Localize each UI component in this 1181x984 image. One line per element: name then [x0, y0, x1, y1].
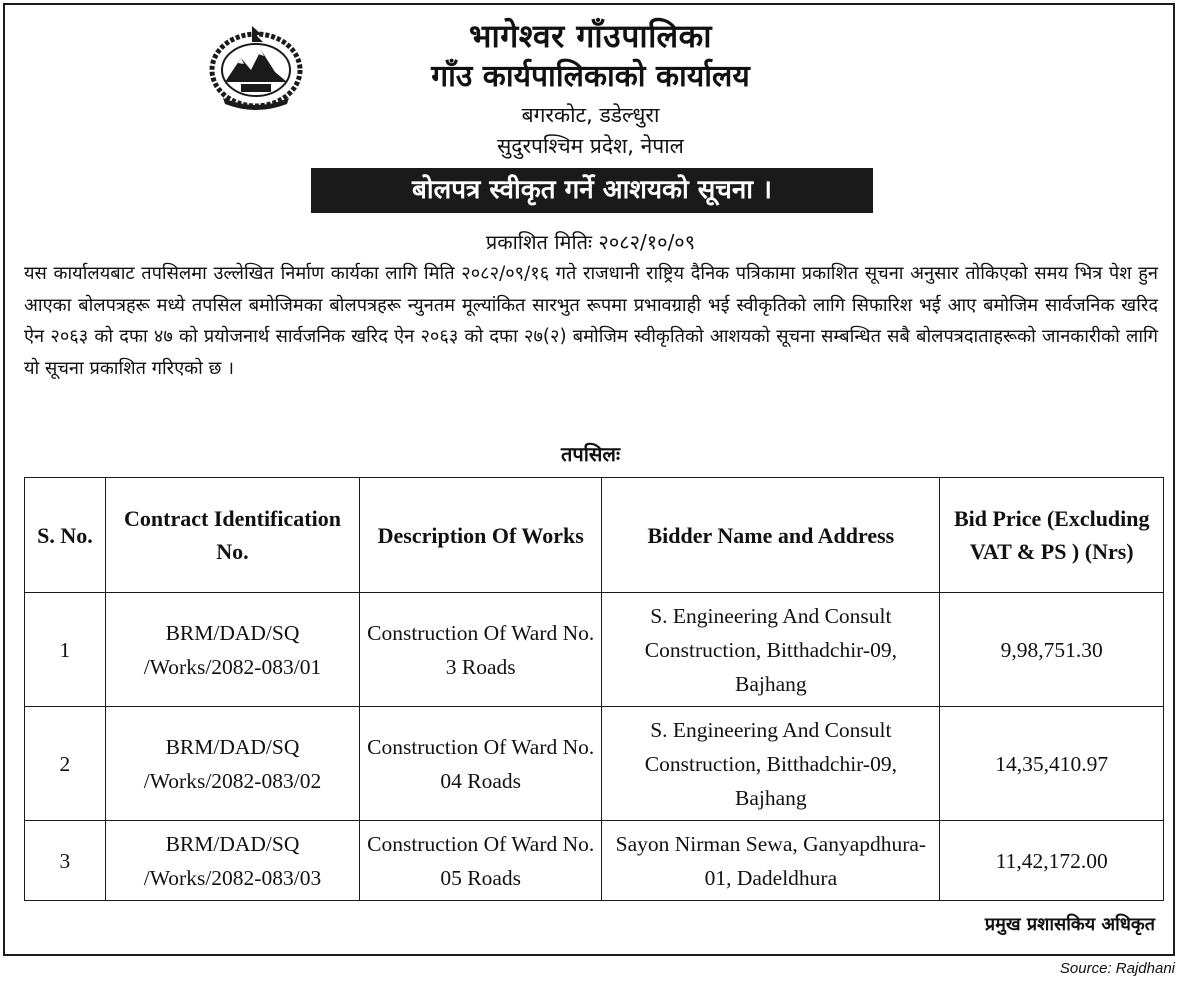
- cell-bidder: S. Engineering And Consult Construction, Bitthadchir-09, Bajhang: [602, 593, 940, 707]
- cell-contract-id: BRM/DAD/SQ /Works/2082-083/01: [105, 593, 359, 707]
- cell-description: Construction Of Ward No. 05 Roads: [360, 821, 602, 901]
- cell-sn: 1: [25, 593, 106, 707]
- office-name: गाँउ कार्यपालिकाको कार्यालय: [431, 59, 750, 94]
- cell-bidder: Sayon Nirman Sewa, Ganyapdhura-01, Dadeldhura: [602, 821, 940, 901]
- table-row: [25, 707, 1164, 821]
- published-date: प्रकाशित मितिः २०८२/१०/०९: [485, 230, 696, 254]
- address-line-1: बगरकोट, डडेल्धुरा: [521, 103, 660, 127]
- cell-bid-price: 14,35,410.97: [940, 707, 1164, 821]
- cell-description: Construction Of Ward No. 3 Roads: [360, 593, 602, 707]
- header-description: Description Of Works: [360, 478, 602, 593]
- bid-schedule-table: [24, 477, 1164, 901]
- cell-sn: 3: [25, 821, 106, 901]
- header-sn: S. No.: [25, 478, 106, 593]
- cell-bid-price: 9,98,751.30: [940, 593, 1164, 707]
- source-credit: Source: Rajdhani: [1059, 960, 1175, 977]
- notice-title-banner: बोलपत्र स्वीकृत गर्ने आशयको सूचना ।: [311, 168, 873, 213]
- notice-body: यस कार्यालयबाट तपसिलमा उल्लेखित निर्माण कार्यका लागि मिति २०८२/०९/१६ गते राजधानी राष्ट्रिय दैनिक पत्रिकामा प्रकाशित सूचना अनुसार तोकिएको समय भित्र पेश हुन आएका बोलपत्रहरू मध्ये तपसिल बमोजिमका बोलपत्रहरू न्युनतम मूल्यांकित सारभुत रूपमा प्रभावग्राही भई स्वीकृतिको लागि सिफारिश भई आए बमोजिम सार्वजनिक खरिद ऐन २०६३ को दफा ४७ को प्रयोजनार्थ सार्वजनिक खरिद ऐन २०६३ को दफा २७(२) बमोजिम स्वीकृतिको आशयको सूचना सम्बन्धित सबै बोलपत्रदाताहरूको जानकारीको लागि यो सूचना प्रकाशित गरिएको छ ।: [24, 263, 1158, 379]
- table-header-row: [25, 478, 1164, 593]
- cell-bid-price: 11,42,172.00: [940, 821, 1164, 901]
- cell-bidder: S. Engineering And Consult Construction, Bitthadchir-09, Bajhang: [602, 707, 940, 821]
- table-row: [25, 593, 1164, 707]
- table-row: [25, 821, 1164, 901]
- cell-contract-id: BRM/DAD/SQ /Works/2082-083/02: [105, 707, 359, 821]
- header-bidder: Bidder Name and Address: [602, 478, 940, 593]
- org-name: भागेश्वर गाँउपालिका: [468, 17, 713, 55]
- header-bid-price: Bid Price (Excluding VAT & PS ) (Nrs): [940, 478, 1164, 593]
- address-line-2: सुदुरपश्चिम प्रदेश, नेपाल: [497, 134, 684, 158]
- header-contract-id: Contract Identification No.: [105, 478, 359, 593]
- schedule-heading: तपसिलः: [560, 442, 621, 466]
- cell-description: Construction Of Ward No. 04 Roads: [360, 707, 602, 821]
- cell-contract-id: BRM/DAD/SQ /Works/2082-083/03: [105, 821, 359, 901]
- signatory-title: प्रमुख प्रशासकिय अधिकृत: [984, 914, 1155, 935]
- cell-sn: 2: [25, 707, 106, 821]
